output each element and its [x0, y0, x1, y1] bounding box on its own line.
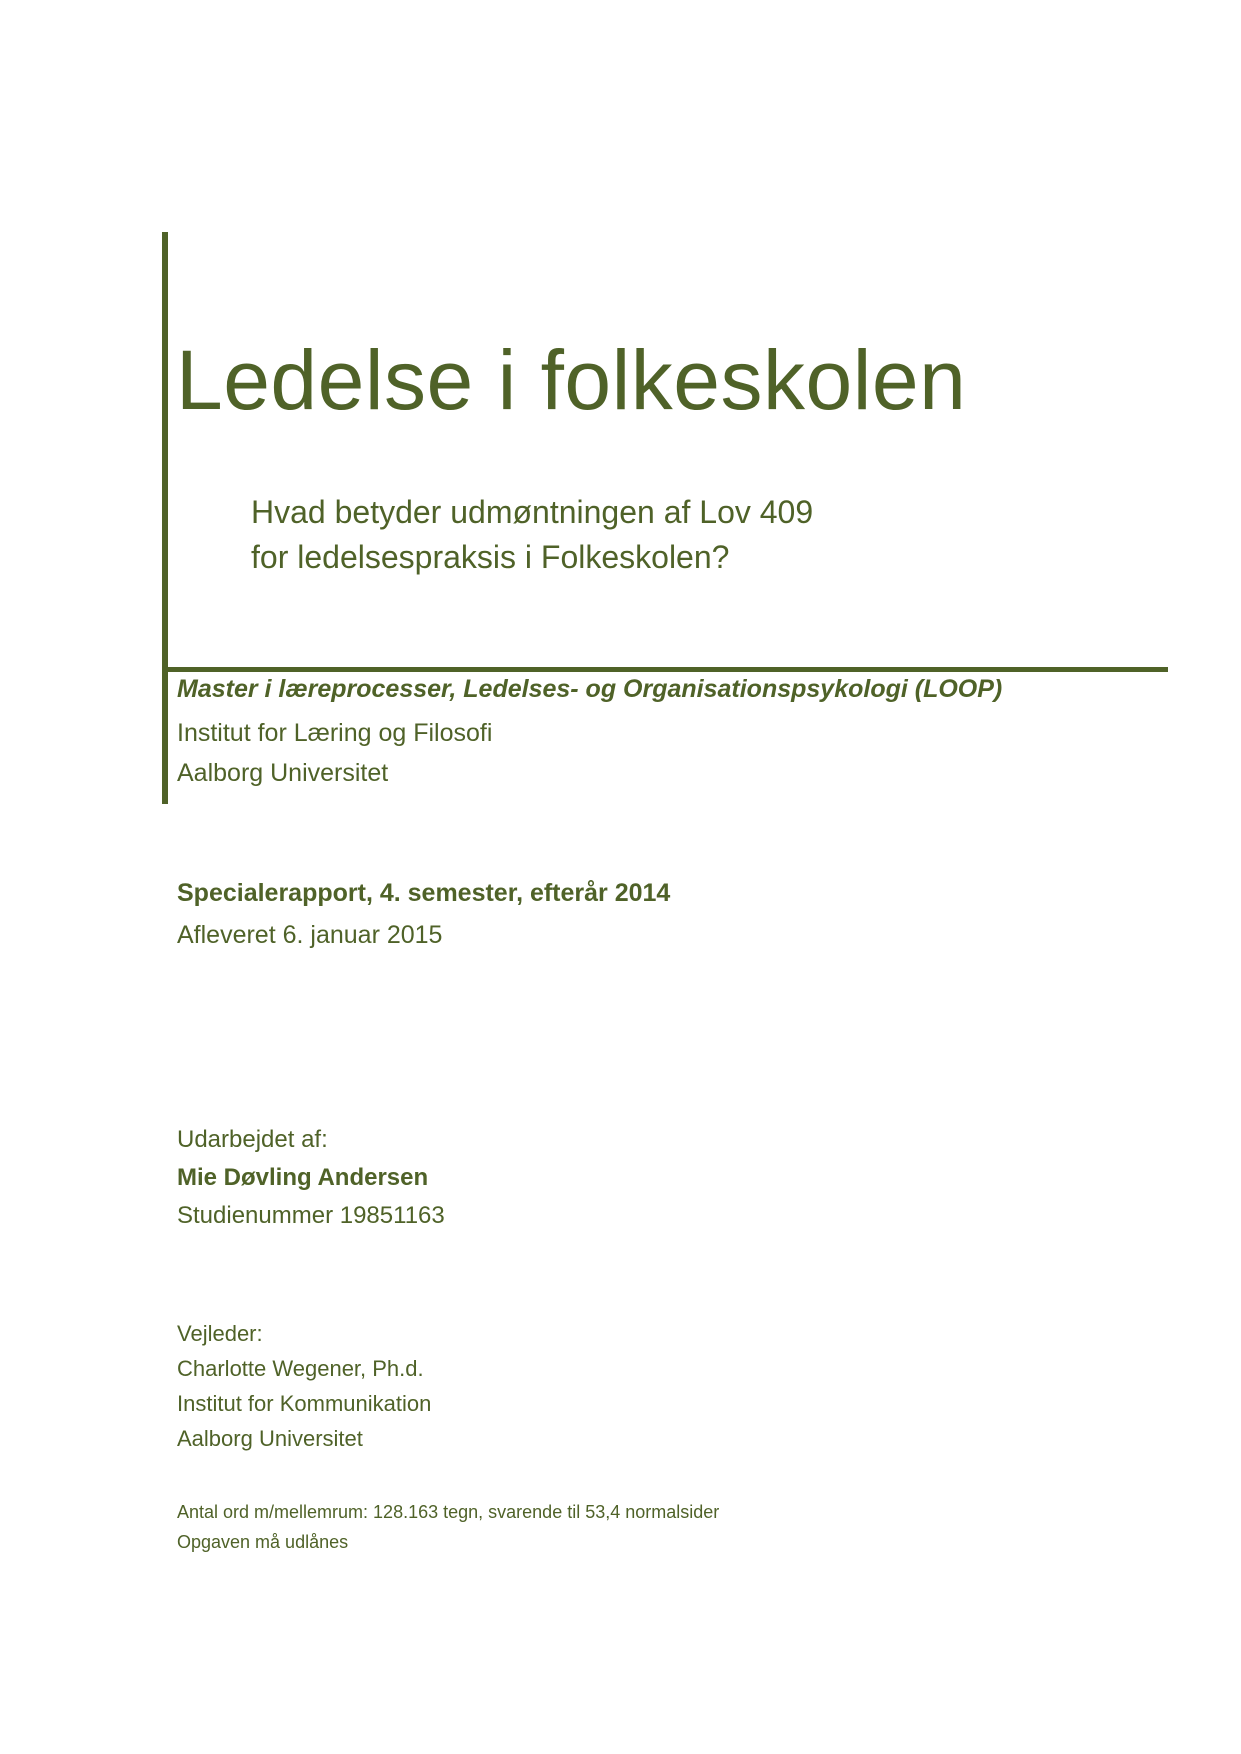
- program-name: Master i læreprocesser, Ledelses- og Organisationspsykologi (LOOP): [177, 675, 1003, 703]
- supervisor-label: Vejleder:: [177, 1321, 263, 1346]
- supervisor-university: Aalborg Universitet: [177, 1426, 363, 1451]
- delivery-date: Afleveret 6. januar 2015: [177, 921, 443, 949]
- document-title: Ledelse i folkeskolen: [176, 333, 967, 427]
- supervisor-name: Charlotte Wegener, Ph.d.: [177, 1356, 424, 1381]
- author-name: Mie Døvling Andersen: [177, 1164, 429, 1191]
- report-type: Specialerapport, 4. semester, efterår 2014: [177, 879, 671, 907]
- subtitle-line-1: Hvad betyder udmøntningen af Lov 409: [251, 494, 814, 530]
- institute-name: Institut for Læring og Filosofi: [177, 719, 493, 747]
- horizontal-rule: [162, 667, 1168, 672]
- lending-note: Opgaven må udlånes: [177, 1532, 349, 1552]
- university-name: Aalborg Universitet: [177, 759, 389, 787]
- student-number: Studienummer 19851163: [177, 1202, 445, 1229]
- prepared-by-label: Udarbejdet af:: [177, 1126, 328, 1153]
- word-count-note: Antal ord m/mellemrum: 128.163 tegn, svarende til 53,4 normalsider: [177, 1502, 720, 1522]
- subtitle-line-2: for ledelsespraksis i Folkeskolen?: [251, 539, 730, 575]
- vertical-rule: [162, 232, 168, 804]
- supervisor-institute: Institut for Kommunikation: [177, 1391, 432, 1416]
